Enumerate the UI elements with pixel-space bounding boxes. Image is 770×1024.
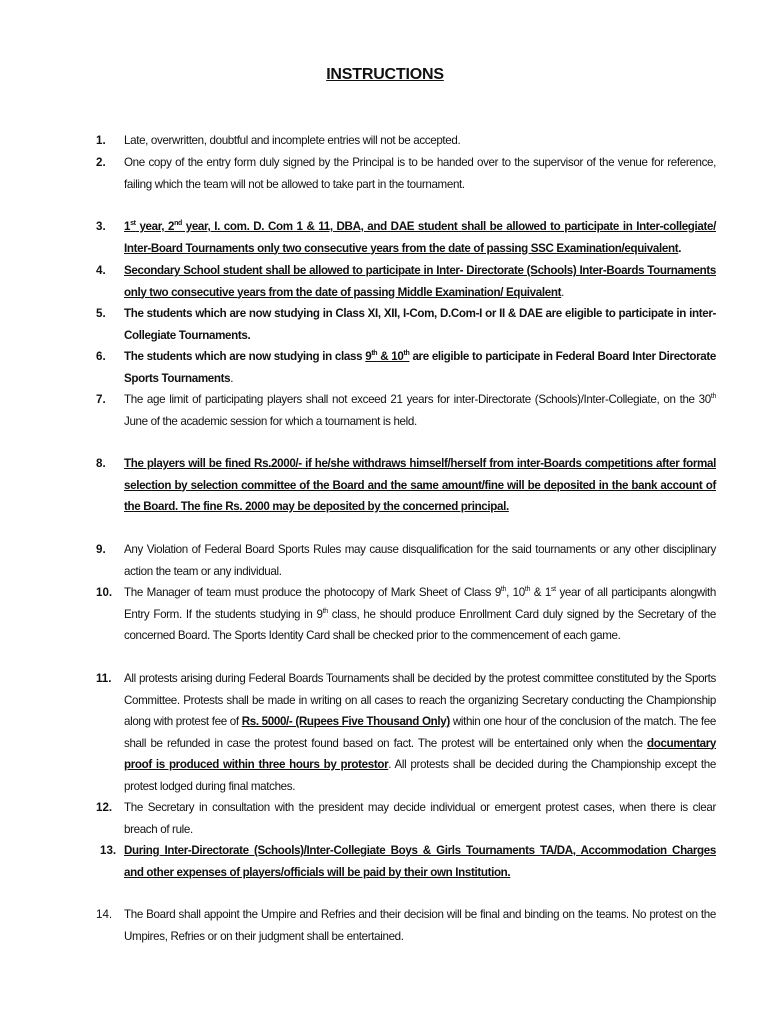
item-text: Any Violation of Federal Board Sports Rules may cause disqualification for the said tournaments or any other disciplinary action the team or any individual.: [124, 543, 716, 578]
item-number: 4.: [96, 264, 106, 277]
item-number: 1.: [96, 134, 106, 147]
item-text: Late, overwritten, doubtful and incomplete entries will not be accepted.: [124, 134, 461, 147]
item-number: 12.: [96, 801, 113, 814]
item-text: The students which are now studying in class 9th & 10th are eligible to participate in Federal Board Inter Directorate Sports Tournaments.: [124, 350, 716, 385]
item-text: 1st year, 2nd year, I. com. D. Com 1 & 11, DBA, and DAE student shall be allowed to participate in Inter-collegiate/ Inter-Board Tournaments only two consecutive years from the date of passing SSC Examination/equivalent.: [124, 220, 716, 255]
item-text: The students which are now studying in Class XI, XII, I-Com, D.Com-I or II & DAE are eligible to participate in inter-Collegiate Tournaments.: [124, 307, 716, 342]
item-number: 13.: [100, 844, 117, 857]
item-text: During Inter-Directorate (Schools)/Inter-Collegiate Boys & Girls Tournaments TA/DA, Accommodation Charges and other expenses of players/officials will be paid by their own Institution.: [124, 844, 716, 879]
item-text: The Board shall appoint the Umpire and Refries and their decision will be final and binding on the teams. No protest on the Umpires, Refries or on their judgment shall be entertained.: [124, 908, 716, 943]
item-text: The players will be fined Rs.2000/- if he/she withdraws himself/herself from inter-Boards competitions after formal selection by selection committee of the Board and the same amount/fine will be deposited in the bank account of the Board. The fine Rs. 2000 may be deposited by the concerned principal.: [124, 457, 716, 513]
item-text: One copy of the entry form duly signed by the Principal is to be handed over to the supervisor of the venue for reference, failing which the team will not be allowed to take part in the tournament.: [124, 156, 716, 191]
item-text: All protests arising during Federal Boards Tournaments shall be decided by the protest committee constituted by the Sports Committee. Protests shall be made in writing on all cases to reach the organizing Secretary conducting the Championship along with protest fee of Rs. 5000/- (Rupees Five Thousand Only) within one hour of the conclusion of the match. The fee shall be refunded in case the protest found based on fact. The protest will be entertained only when the documentary proof is produced within three hours by protestor. All protests shall be decided during the Championship except the protest lodged during final matches.: [124, 672, 716, 793]
item-number: 2.: [96, 156, 106, 169]
item-text: Secondary School student shall be allowed to participate in Inter- Directorate (Schools) Inter-Boards Tournaments only two consecutive years from the date of passing Middle Examination/ Equivalent.: [124, 264, 716, 299]
item-number: 9.: [96, 543, 106, 556]
page-title: INSTRUCTIONS: [326, 66, 444, 83]
item-number: 10.: [96, 586, 113, 599]
item-text: The age limit of participating players shall not exceed 21 years for inter-Directorate (Schools)/Inter-Collegiate, on the 30th June of the academic session for which a tournament is held.: [124, 393, 716, 428]
item-number: 3.: [96, 220, 106, 233]
item-number: 11.: [96, 672, 112, 685]
item-number: 6.: [96, 350, 106, 363]
item-number: 14.: [96, 908, 113, 921]
item-number: 7.: [96, 393, 106, 406]
item-text: The Manager of team must produce the photocopy of Mark Sheet of Class 9th, 10th & 1st year of all participants alongwith Entry Form. If the students studying in 9th class, he should produce Enrollment Card duly signed by the Secretary of the concerned Board. The Sports Identity Card shall be checked prior to the commencement of each game.: [124, 586, 716, 642]
item-number: 8.: [96, 457, 106, 470]
item-text: The Secretary in consultation with the president may decide individual or emergent protest cases, when there is clear breach of rule.: [124, 801, 716, 836]
item-number: 5.: [96, 307, 106, 320]
